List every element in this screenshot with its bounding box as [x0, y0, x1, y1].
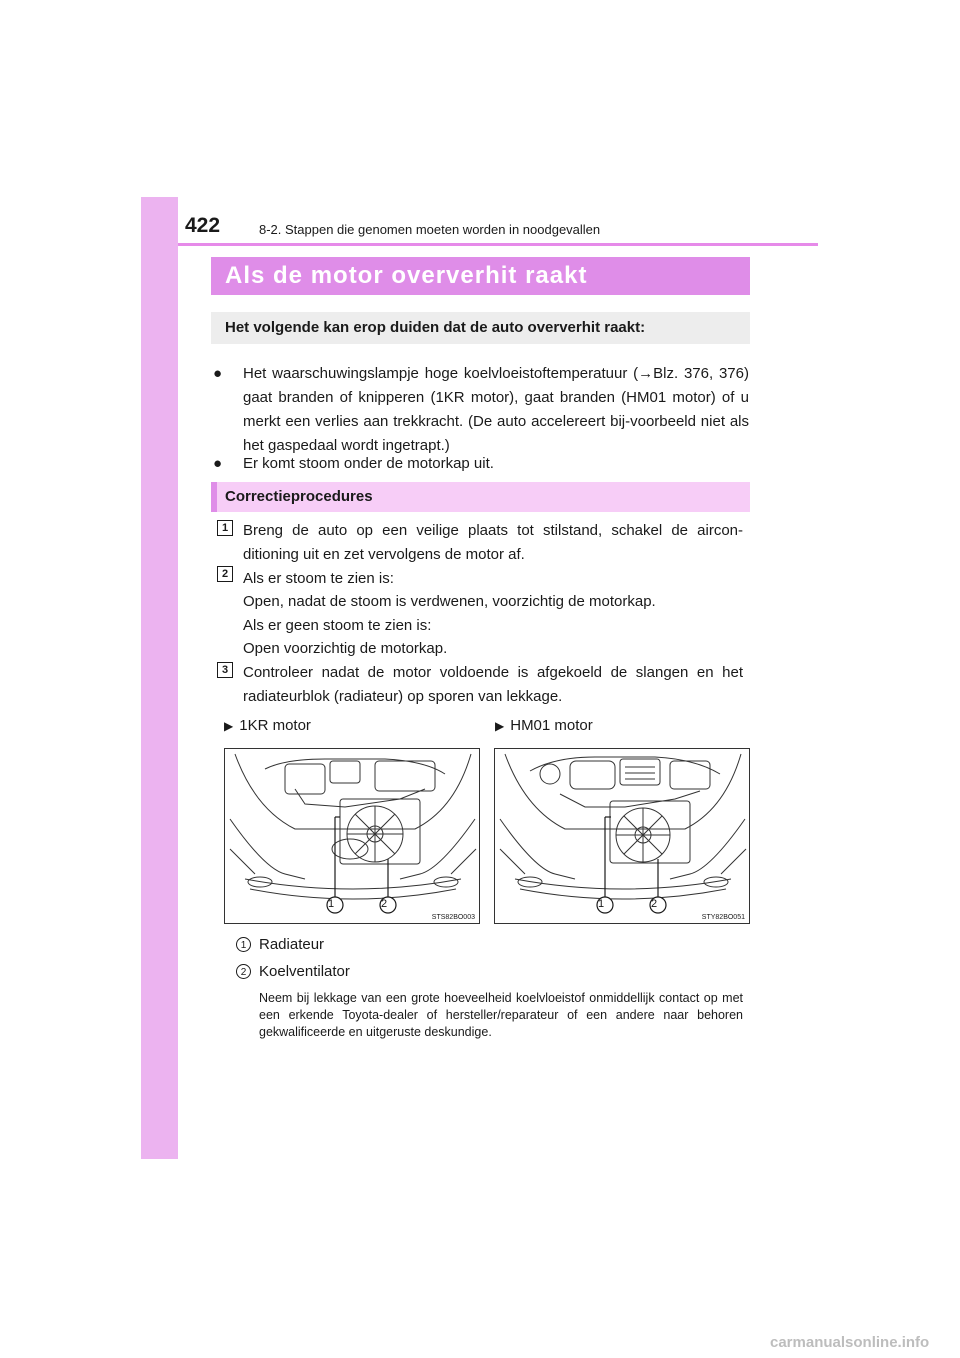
- engine-illustration-1kr: [224, 748, 480, 924]
- page-number: 422: [185, 214, 221, 237]
- engine-bay-drawing: [225, 749, 480, 924]
- section-header: 8-2. Stappen die genomen moeten worden in noodgevallen: [259, 222, 601, 237]
- procedures-heading: Correctieprocedures: [225, 488, 373, 505]
- bullet-icon: ●: [213, 455, 223, 472]
- callout-number: 1: [328, 898, 335, 910]
- leak-note: Neem bij lekkage van een grote hoeveelheid koelvloeistof onmiddellijk contact op met een erkende Toyota-dealer of hersteller/reparateur of een andere naar behoren gekwalificeerde en uitgeruste deskundige.: [259, 991, 743, 1039]
- figure-code: STY82BO051: [701, 914, 745, 921]
- callout-number: 1: [598, 898, 605, 910]
- engine-illustration-hm01: [494, 748, 750, 924]
- figure-caption-text: HM01 motor: [510, 717, 593, 734]
- step-text: Controleer nadat de motor voldoende is afgekoeld de slangen en het radiateurblok (radiateur) op sporen van lekkage.: [243, 664, 743, 705]
- legend-number: 1: [236, 937, 251, 952]
- procedures-heading-bar: [211, 482, 750, 512]
- step-text: Als er stoom te zien is:: [243, 570, 394, 587]
- watermark: carmanualsonline.info: [770, 1334, 930, 1351]
- legend-item: [236, 935, 324, 955]
- symptoms-heading: Het volgende kan erop duiden dat de auto oververhit raakt:: [225, 319, 646, 336]
- figure-caption: [224, 716, 311, 736]
- figure-caption-text: 1KR motor: [239, 717, 311, 734]
- step-text: Breng de auto op een veilige plaats tot stilstand, schakel de aircon-ditioning uit en zet vervolgens de motor af.: [243, 522, 743, 563]
- callout-number: 2: [651, 898, 658, 910]
- header-divider: [178, 243, 818, 246]
- figure-caption: [495, 716, 593, 736]
- triangle-right-icon: ▶: [495, 719, 505, 733]
- figure-code: STS82BO003: [431, 914, 475, 921]
- legend-label: Radiateur: [259, 936, 325, 953]
- legend-number: 2: [236, 964, 251, 979]
- step-text: Als er geen stoom te zien is:: [243, 617, 432, 634]
- step-number-box: 3: [217, 662, 233, 678]
- legend-label: Koelventilator: [259, 963, 350, 980]
- bullet-item: [213, 452, 749, 476]
- bullet-text: Er komt stoom onder de motorkap uit.: [243, 455, 494, 472]
- bullet-text: Het waarschuwingslampje hoge koelvloeistoftemperatuur (→Blz. 376, 376) gaat branden of knipperen (1KR motor), gaat branden (HM01 motor) of u merkt een verlies aan trekkracht. (De auto accelereert bij-voorbeeld niet als het gaspedaal wordt ingetrapt.): [243, 365, 749, 454]
- title-bar: [211, 257, 750, 295]
- callout-number: 2: [381, 898, 388, 910]
- bullet-item: [213, 362, 749, 458]
- symptoms-heading-bar: [211, 312, 750, 344]
- side-tab-band: [141, 197, 178, 1159]
- step-number-box: 2: [217, 566, 233, 582]
- step-text: Open, nadat de stoom is verdwenen, voorzichtig de motorkap.: [243, 593, 656, 610]
- step-text: Open voorzichtig de motorkap.: [243, 640, 448, 657]
- legend-item: [236, 962, 350, 982]
- bullet-icon: ●: [213, 365, 223, 382]
- step-number-box: 1: [217, 520, 233, 536]
- triangle-right-icon: ▶: [224, 719, 234, 733]
- engine-bay-drawing: [495, 749, 750, 924]
- page-title: Als de motor oververhit raakt: [225, 262, 588, 289]
